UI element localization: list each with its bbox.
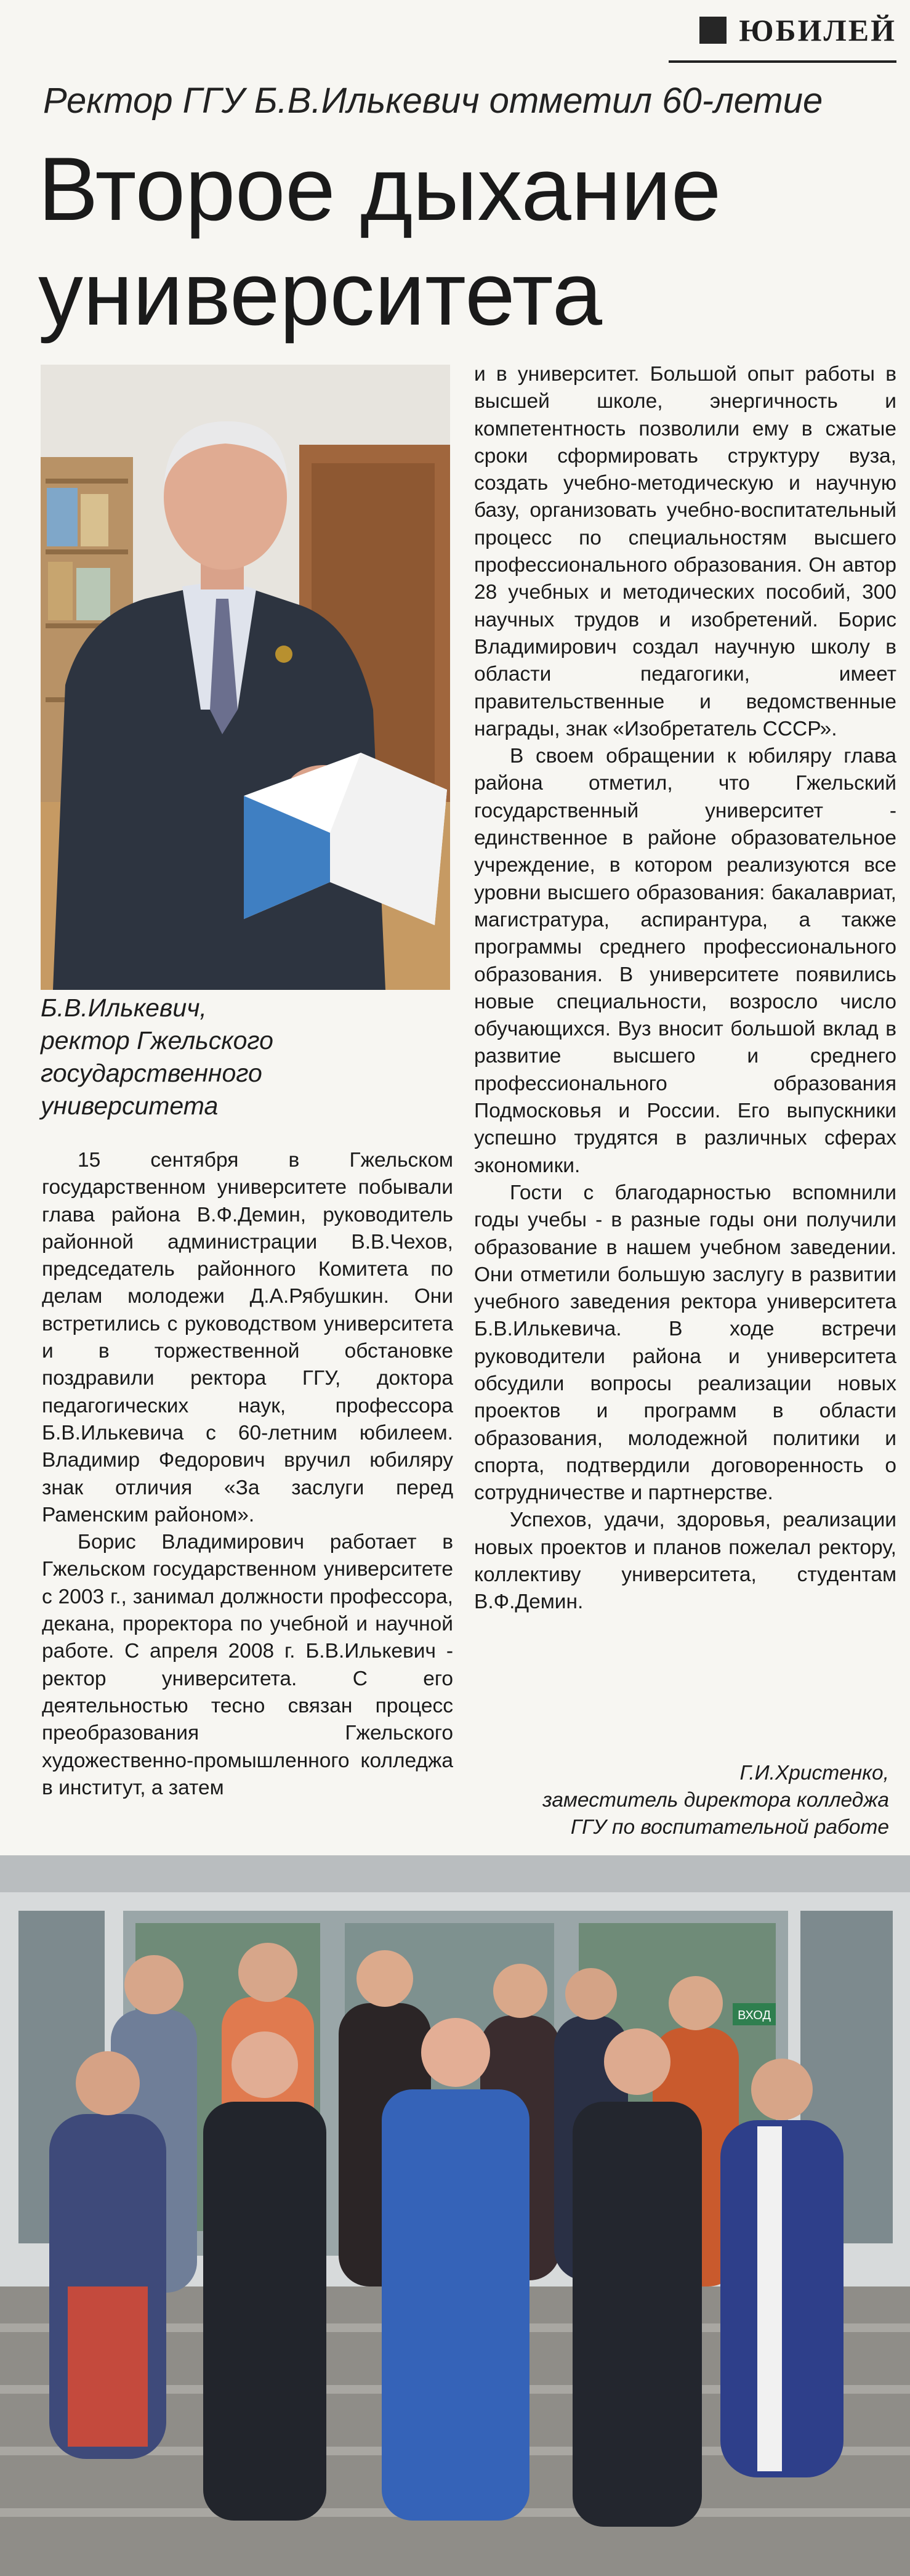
entrance-sign-text: ВХОД — [738, 2009, 771, 2022]
author-signature — [458, 1760, 889, 1841]
author-name: Г.И.Христенко, — [739, 1762, 889, 1784]
author-position: ГГУ по воспитательной работе — [570, 1816, 889, 1839]
group-photo — [0, 1855, 910, 2576]
article-paragraph: и в университет. Большой опыт работы в высшей школе, энергичность и компетентность позволили ему в сжатые сроки сформировать структуру вуза, создать учебно-методическую и научную базу, организовать учебно-воспитательный процесс по специальностям высшего профессионального образования. Он автор 28 учебных и методических пособий, 300 научных трудов и изобретений. Борис Владимирович создал научную школу в области педагогики, имеет правительственные и ведомственные награды, знак «Изобретатель СССР». — [474, 363, 896, 740]
kicker-subtitle: Ректор ГГУ Б.В.Илькевич отметил 60-летие — [43, 81, 823, 121]
headline — [38, 137, 876, 346]
article-paragraph: 15 сентября в Гжельском государственном университете побывали глава района В.Ф.Демин, руководитель районной администрации В.В.Чехов, председатель районного Комитета по делам молодежи Д.А.Рябушкин. Они встретились с руководством университета и в торжественной обстановке поздравили ректора ГГУ, доктора педагогических наук, профессора Б.В.Илькевича с 60-летним юбилеем. Владимир Федорович вручил юбиляру знак отличия «За заслуги перед Раменским районом». — [42, 1149, 453, 1526]
photo-caption — [41, 992, 450, 1122]
rector-portrait-photo — [41, 365, 450, 990]
article-column-left — [42, 1147, 453, 1802]
article-paragraph: Успехов, удачи, здоровья, реализации новых проектов и планов пожелал ректору, коллективу университета, студентам В.Ф.Демин. — [474, 1509, 896, 1614]
caption-line: университета — [41, 1092, 219, 1120]
article-paragraph: Гости с благодарностью вспомнили годы учебы - в разные годы они получили образование в нашем учебном заведении. Они отметили большую заслугу в развитии учебного заведения ректора университета Б.В.Илькевича. В ходе встречи руководители района и университета обсудили вопросы реализации новых проектов и программ в области образования, молодежной политики и спорта, подтвердили договоренность о сотрудничестве и партнерстве. — [474, 1181, 896, 1505]
square-bullet-icon — [699, 17, 727, 44]
caption-line: государственного — [41, 1059, 262, 1087]
article-paragraph: Борис Владимирович работает в Гжельском государственном университете с 2003 г., занимал должности профессора, декана, проректора по учебной и научной работе. С апреля 2008 г. Б.В.Илькевич - ректор университета. С его деятельностью тесно связан процесс преобразования Гжельского художественно-промышленного колледжа в институт, а затем — [42, 1531, 453, 1799]
article-column-right — [474, 361, 896, 1616]
caption-line: ректор Гжельского — [41, 1026, 273, 1055]
author-position: заместитель директора колледжа — [542, 1789, 889, 1812]
caption-line: Б.В.Илькевич, — [41, 994, 207, 1022]
rubric-header — [669, 0, 896, 63]
headline-line: Второе дыхание — [38, 139, 722, 239]
headline-line: университета — [38, 243, 603, 344]
rubric-label: ЮБИЛЕЙ — [739, 13, 896, 47]
article-paragraph: В своем обращении к юбиляру глава района отметил, что Гжельский государственный университет - единственное в районе образовательное учреждение, в котором реализуются все уровни высшего образования: бакалавриат, магистратура, аспирантура, а также программы среднего профессионального образования. В университете появились новые специальности, возросло число обучающихся. Вуз вносит большой вклад в развитие высшего и среднего профессионального образования Подмосковья и России. Его выпускники успешно трудятся в различных сферах экономики. — [474, 745, 896, 1177]
